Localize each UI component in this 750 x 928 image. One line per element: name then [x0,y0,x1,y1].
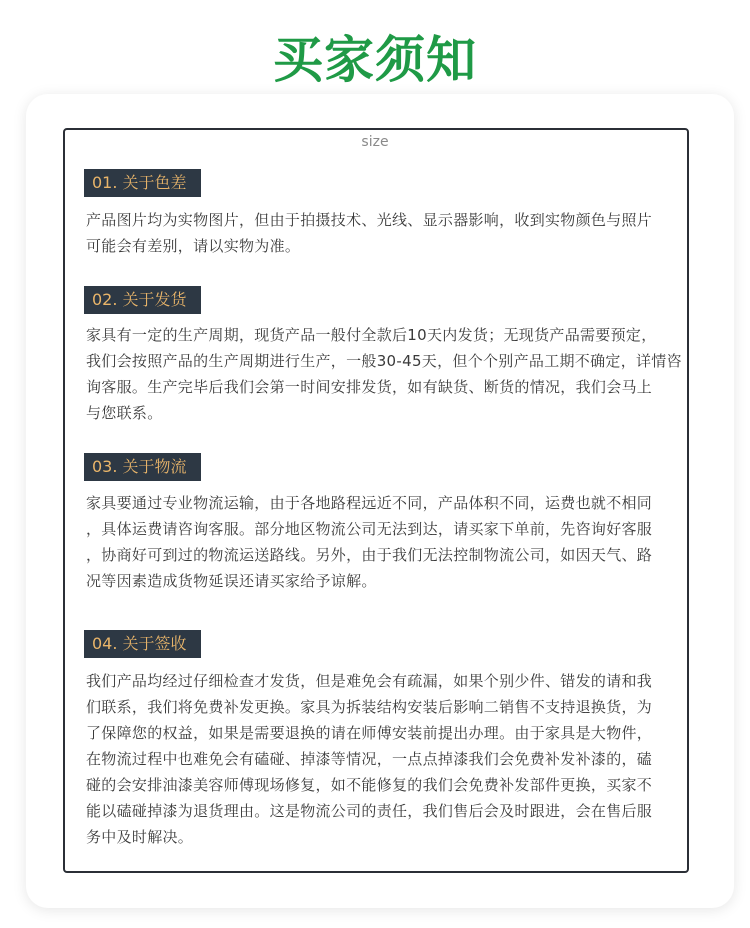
body-line: 与您联系。 [86,404,163,422]
body-line: 在物流过程中也难免会有磕碰、掉漆等情况，一点点掉漆我们会免费补发补漆的，磕 [86,750,653,768]
size-label: size [361,134,389,150]
section-body-color-difference [86,207,666,259]
page-title: 买家须知 [273,30,477,89]
body-line: 务中及时解决。 [86,828,194,846]
body-line: 况等因素造成货物延误还请买家给予谅解。 [86,572,377,590]
section-body-shipping [86,322,682,426]
section-body-receipt [86,668,666,850]
body-line: ，具体运费请咨询客服。部分地区物流公司无法到达，请买家下单前，先咨询好客服 [86,520,653,538]
body-line: 我们产品均经过仔细检查才发货，但是难免会有疏漏，如果个别少件、错发的请和我 [86,672,653,690]
body-line: 可能会有差别，请以实物为准。 [86,237,301,255]
section-heading-color-difference: 01. 关于色差 [84,169,201,197]
body-line: 我们会按照产品的生产周期进行生产，一般30-45天，但个个别产品工期不确定，详情咨 [86,352,682,370]
body-line: 能以磕碰掉漆为退货理由。这是物流公司的责任，我们售后会及时跟进，会在售后服 [86,802,653,820]
body-line: 们联系，我们将免费补发更换。家具为拆装结构安装后影响二销售不支持退换货，为 [86,698,653,716]
body-line: 产品图片均为实物图片，但由于拍摄技术、光线、显示器影响，收到实物颜色与照片 [86,211,653,229]
body-line: 询客服。生产完毕后我们会第一时间安排发货，如有缺货、断货的情况，我们会马上 [86,378,653,396]
section-heading-shipping: 02. 关于发货 [84,286,201,314]
section-heading-receipt: 04. 关于签收 [84,630,201,658]
body-line: 家具要通过专业物流运输，由于各地路程远近不同，产品体积不同，运费也就不相同 [86,494,653,512]
body-line: 家具有一定的生产周期，现货产品一般付全款后10天内发货；无现货产品需要预定， [86,326,657,344]
body-line: 碰的会安排油漆美容师傅现场修复，如不能修复的我们会免费补发部件更换，买家不 [86,776,653,794]
body-line: 了保障您的权益，如果是需要退换的请在师傅安装前提出办理。由于家具是大物件， [86,724,653,742]
body-line: ，协商好可到过的物流运送路线。另外，由于我们无法控制物流公司，如因天气、路 [86,546,653,564]
section-heading-logistics: 03. 关于物流 [84,453,201,481]
section-body-logistics [86,490,666,594]
